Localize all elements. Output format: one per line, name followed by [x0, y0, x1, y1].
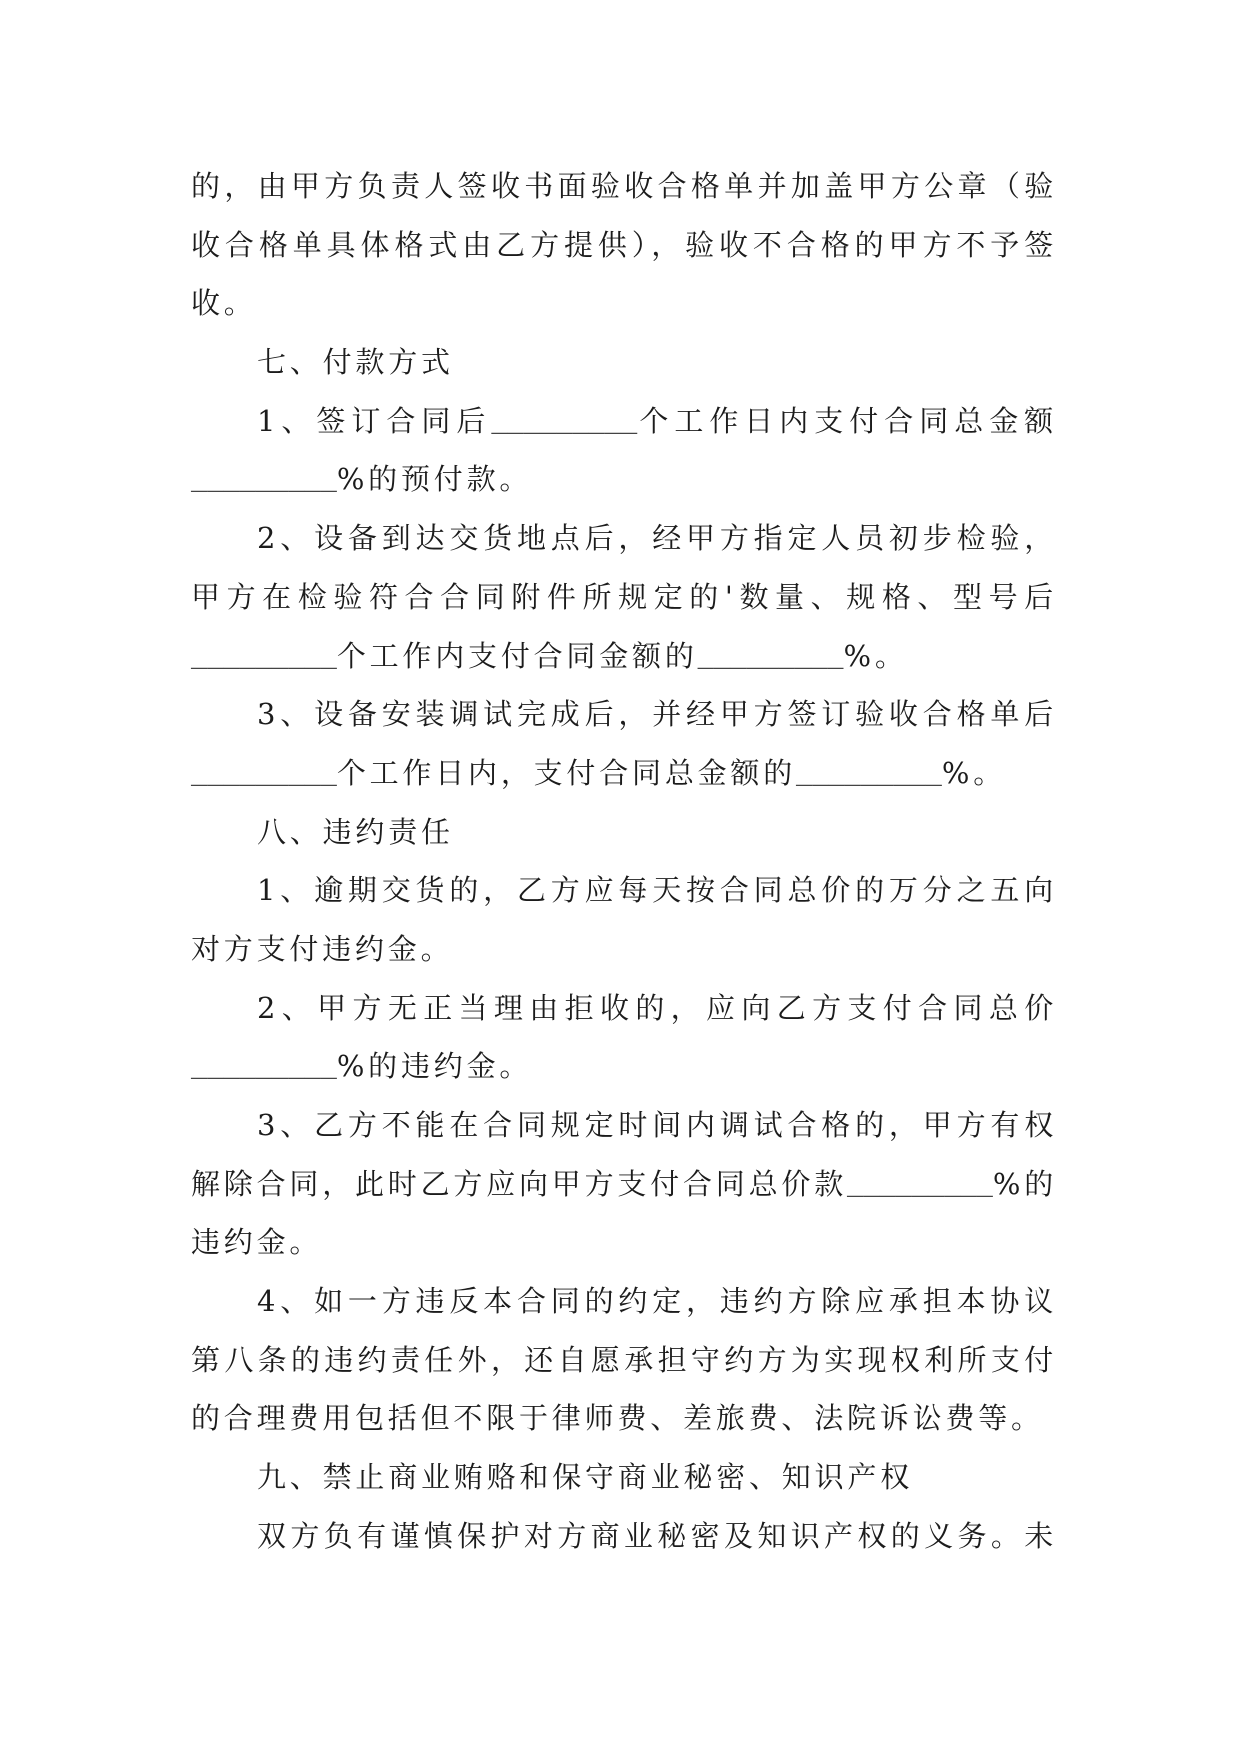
line-text: 八、违约责任 — [257, 814, 454, 849]
fill-in-blank: _________ — [191, 1055, 337, 1086]
text-line — [191, 333, 1057, 392]
line-text: 3、乙方不能在合同规定时间内调试合格的，甲方有权 — [257, 1108, 1057, 1142]
text-line — [191, 509, 1057, 568]
line-text: 收合格单具体格式由乙方提供），验收不合格的甲方不予签 — [191, 227, 1057, 262]
paragraph — [191, 1272, 1057, 1448]
text-line — [191, 1389, 1057, 1448]
line-text: 2、甲方无正当理由拒收的，应向乙方支付合同总价 — [257, 990, 1057, 1025]
paragraph — [191, 1096, 1057, 1272]
line-text: 3、设备安装调试完成后，并经甲方签订验收合格单后 — [257, 697, 1057, 732]
paragraph — [191, 157, 1057, 333]
line-text: 对方支付违约金。 — [191, 931, 454, 966]
text-line — [191, 216, 1057, 275]
line-text: 九、禁止商业贿赂和保守商业秘密、知识产权 — [257, 1460, 914, 1495]
text-line — [191, 685, 1057, 744]
fill-in-blank: _________ — [191, 468, 337, 499]
text-line — [191, 1507, 1057, 1566]
fill-in-blank: _________ — [491, 409, 638, 440]
paragraph — [191, 1448, 1057, 1507]
line-text: 的合理费用包括但不限于律师费、差旅费、法院诉讼费等。 — [191, 1401, 1044, 1436]
text-line — [191, 979, 1057, 1038]
line-text: %的违约金。 — [336, 1049, 533, 1084]
line-text: 个工作日内，支付合同总金额的 — [336, 755, 797, 790]
fill-in-blank: _________ — [191, 761, 337, 792]
text-line — [191, 1037, 1057, 1096]
text-line — [191, 1213, 1057, 1272]
line-text: %的预付款。 — [336, 462, 533, 497]
document-body — [191, 157, 1057, 1566]
line-text: 个工作内支付合同金额的 — [336, 638, 698, 673]
text-line — [191, 568, 1057, 627]
text-line — [191, 1155, 1057, 1214]
line-text: 个工作日内支付合同总金额 — [637, 403, 1057, 438]
text-line — [191, 274, 1057, 333]
text-line — [191, 1272, 1057, 1331]
fill-in-blank: _________ — [796, 761, 942, 792]
line-text: 4、如一方违反本合同的约定，违约方除应承担本协议 — [257, 1284, 1057, 1319]
line-text: 的，由甲方负责人签收书面验收合格单并加盖甲方公章（验 — [191, 169, 1057, 203]
line-text: 收。 — [191, 286, 257, 321]
line-text: 第八条的违约责任外，还自愿承担守约方为实现权利所支付 — [191, 1342, 1057, 1377]
text-line — [191, 803, 1057, 862]
text-line — [191, 627, 1057, 686]
paragraph — [191, 803, 1057, 862]
text-line — [191, 450, 1057, 509]
line-text: 1、逾期交货的，乙方应每天按合同总价的万分之五向 — [257, 873, 1057, 908]
line-text: 2、设备到达交货地点后，经甲方指定人员初步检验， — [257, 521, 1057, 556]
paragraph — [191, 333, 1057, 392]
line-text: 解除合同，此时乙方应向甲方支付合同总价款 — [191, 1166, 848, 1201]
line-text: %。 — [843, 638, 908, 673]
text-line — [191, 744, 1057, 803]
text-line — [191, 1096, 1057, 1155]
paragraph — [191, 685, 1057, 802]
text-line — [191, 157, 1057, 216]
line-text: %。 — [941, 755, 1007, 790]
fill-in-blank: _________ — [847, 1172, 993, 1203]
line-text: %的 — [992, 1166, 1057, 1201]
line-text: 七、付款方式 — [257, 345, 454, 380]
fill-in-blank: _________ — [191, 644, 337, 675]
line-text: 双方负有谨慎保护对方商业秘密及知识产权的义务。未 — [257, 1518, 1057, 1553]
text-line — [191, 1448, 1057, 1507]
line-text: 甲方在检验符合合同附件所规定的'数量、规格、型号后 — [191, 579, 1057, 614]
text-line — [191, 861, 1057, 920]
line-text: 1、签订合同后 — [257, 403, 492, 438]
paragraph — [191, 1507, 1057, 1566]
paragraph — [191, 979, 1057, 1096]
fill-in-blank: _________ — [697, 644, 844, 675]
text-line — [191, 920, 1057, 979]
text-line — [191, 392, 1057, 451]
paragraph — [191, 861, 1057, 978]
paragraph — [191, 509, 1057, 685]
text-line — [191, 1331, 1057, 1390]
paragraph — [191, 392, 1057, 509]
line-text: 违约金。 — [191, 1225, 323, 1260]
